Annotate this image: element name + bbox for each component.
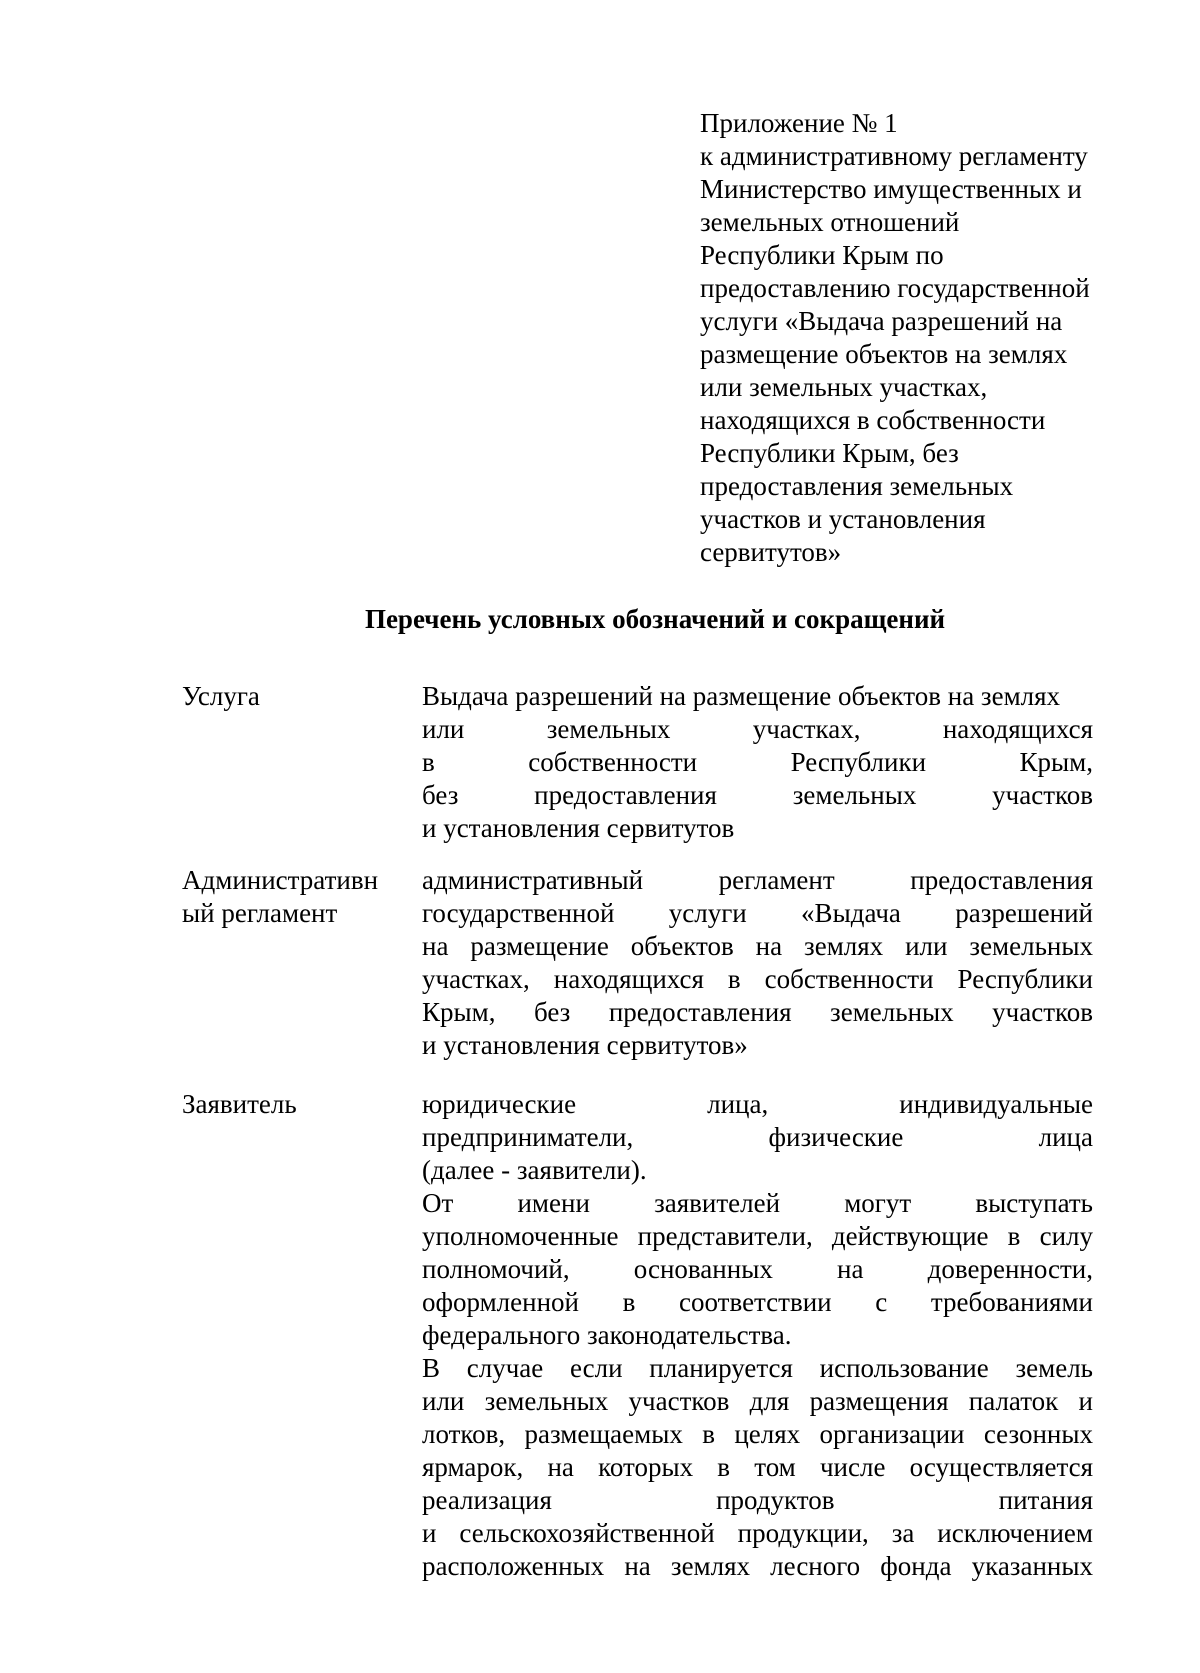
definition-line: или земельных участков для размещения палаток и — [422, 1386, 1093, 1416]
term-admin-reglament — [182, 864, 412, 930]
definition-line: уполномоченные представители, действующие в силу — [422, 1221, 1093, 1251]
definition-line: полномочий, основанных на доверенности, — [422, 1254, 1093, 1284]
definition-line: федерального законодательства. — [422, 1320, 792, 1350]
appendix-line: находящихся в собственности — [700, 405, 1046, 435]
term-line: ый регламент — [182, 898, 338, 928]
appendix-line: Республики Крым по — [700, 240, 944, 270]
definition-usluga — [422, 680, 1093, 845]
appendix-line: к административному регламенту — [700, 141, 1088, 171]
definition-line: расположенных на землях лесного фонда указанных — [422, 1551, 1093, 1581]
definition-line: государственной услуги «Выдача разрешений — [422, 898, 1093, 928]
appendix-line: предоставлению государственной — [700, 273, 1090, 303]
definition-line: предприниматели, физические лица — [422, 1122, 1093, 1152]
definition-line: на размещение объектов на землях или земельных — [422, 931, 1093, 961]
appendix-line: размещение объектов на землях — [700, 339, 1068, 369]
definition-admin-reglament — [422, 864, 1093, 1062]
definition-line: и установления сервитутов» — [422, 1030, 748, 1060]
term-line: Заявитель — [182, 1089, 297, 1119]
definition-line: Крым, без предоставления земельных участков — [422, 997, 1093, 1027]
definition-line: реализация продуктов питания — [422, 1485, 1093, 1515]
definition-line: лотков, размещаемых в целях организации сезонных — [422, 1419, 1093, 1449]
term-usluga — [182, 680, 412, 713]
definition-line: в собственности Республики Крым, — [422, 747, 1093, 777]
document-title: Перечень условных обозначений и сокращений — [364, 604, 946, 634]
term-line: Административн — [182, 865, 379, 895]
appendix-line: Республики Крым, без — [700, 438, 959, 468]
appendix-line: земельных отношений — [700, 207, 960, 237]
definition-line: юридические лица, индивидуальные — [422, 1089, 1093, 1119]
appendix-line: или земельных участках, — [700, 372, 988, 402]
appendix-line: сервитутов» — [700, 537, 842, 567]
term-line: Услуга — [182, 681, 260, 711]
definition-zayavitel — [422, 1088, 1093, 1583]
definition-line: В случае если планируется использование земель — [422, 1353, 1093, 1383]
appendix-header — [700, 107, 1160, 569]
definition-line: без предоставления земельных участков — [422, 780, 1093, 810]
appendix-line: предоставления земельных — [700, 471, 1014, 501]
definition-line: административный регламент предоставления — [422, 865, 1093, 895]
definition-line: Выдача разрешений на размещение объектов на землях — [422, 681, 1061, 711]
definition-line: оформленной в соответствии с требованиями — [422, 1287, 1093, 1317]
definition-line: участках, находящихся в собственности Республики — [422, 964, 1093, 994]
appendix-line: участков и установления — [700, 504, 986, 534]
definition-line: ярмарок, на которых в том числе осуществляется — [422, 1452, 1093, 1482]
term-zayavitel — [182, 1088, 412, 1121]
appendix-line: Приложение № 1 — [700, 108, 898, 138]
definition-line: или земельных участках, находящихся — [422, 714, 1093, 744]
definition-line: От имени заявителей могут выступать — [422, 1188, 1093, 1218]
appendix-line: услуги «Выдача разрешений на — [700, 306, 1063, 336]
definition-line: и сельскохозяйственной продукции, за исключением — [422, 1518, 1093, 1548]
appendix-line: Министерство имущественных и — [700, 174, 1082, 204]
definition-line: и установления сервитутов — [422, 813, 735, 843]
definition-line: (далее - заявители). — [422, 1155, 647, 1185]
